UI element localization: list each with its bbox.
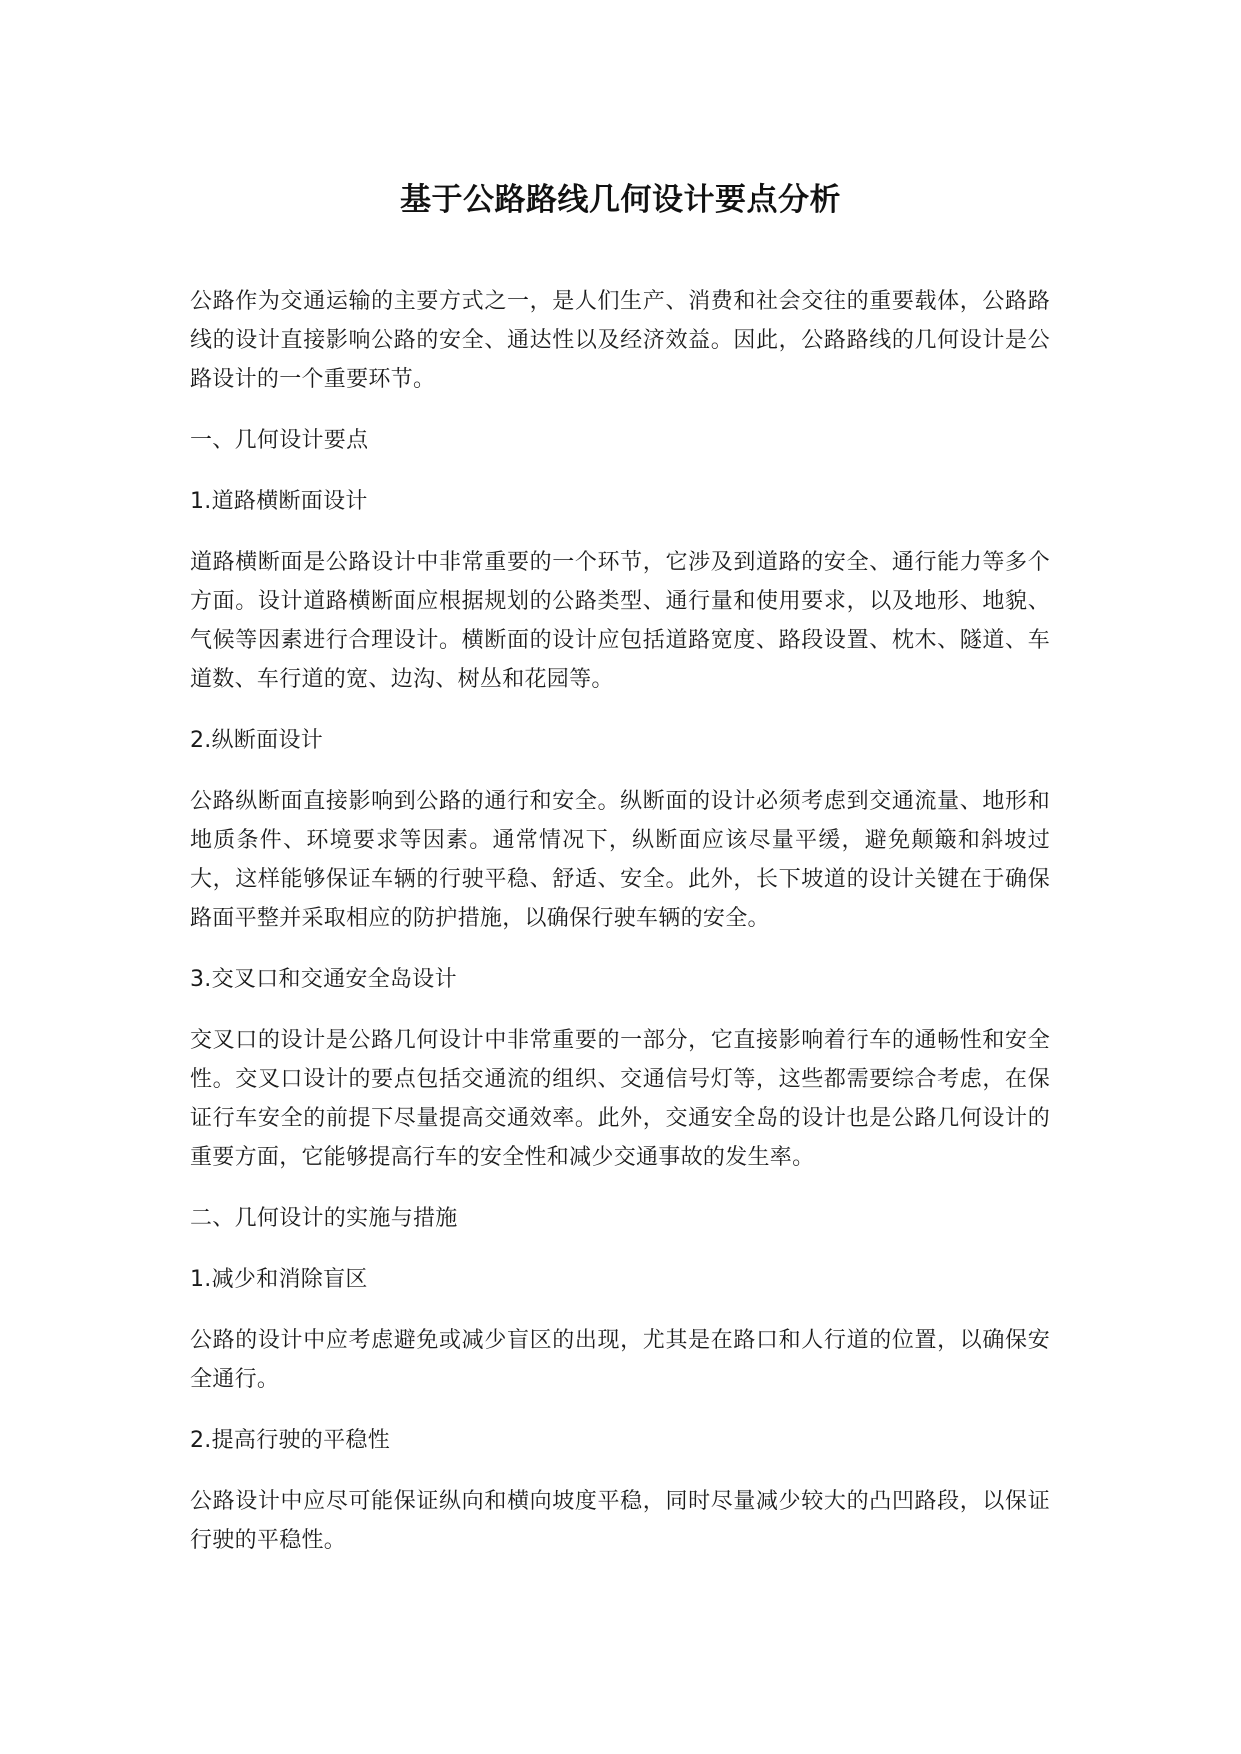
subsection-heading-2-2: 2.提高行驶的平稳性	[190, 1428, 390, 1453]
paragraph-blind-spots: 公路的设计中应考虑避免或减少盲区的出现，尤其是在路口和人行道的位置，以确保安全通行。	[190, 1328, 1050, 1392]
subsection-heading-1-2: 2.纵断面设计	[190, 728, 324, 753]
paragraph-longitudinal: 公路纵断面直接影响到公路的通行和安全。纵断面的设计必须考虑到交通流量、地形和地质条件、环境要求等因素。通常情况下，纵断面应该尽量平缓，避免颠簸和斜坡过大，这样能够保证车辆的行驶平稳、舒适、安全。此外，长下坡道的设计关键在于确保路面平整并采取相应的防护措施，以确保行驶车辆的安全。	[190, 789, 1050, 931]
document-title: 基于公路路线几何设计要点分析	[400, 182, 841, 218]
paragraph-intersection: 交叉口的设计是公路几何设计中非常重要的一部分，它直接影响着行车的通畅性和安全性。交叉口设计的要点包括交通流的组织、交通信号灯等，这些都需要综合考虑，在保证行车安全的前提下尽量提高交通效率。此外，交通安全岛的设计也是公路几何设计的重要方面，它能够提高行车的安全性和减少交通事故的发生率。	[190, 1028, 1050, 1170]
subsection-heading-1-3: 3.交叉口和交通安全岛设计	[190, 967, 457, 992]
section-heading-2: 二、几何设计的实施与措施	[190, 1206, 458, 1231]
intro-paragraph: 公路作为交通运输的主要方式之一，是人们生产、消费和社会交往的重要载体，公路路线的设计直接影响公路的安全、通达性以及经济效益。因此，公路路线的几何设计是公路设计的一个重要环节。	[190, 289, 1050, 392]
section-heading-1: 一、几何设计要点	[190, 428, 369, 453]
subsection-heading-1-1: 1.道路横断面设计	[190, 489, 368, 514]
document-body	[190, 282, 1050, 1582]
paragraph-cross-section: 道路横断面是公路设计中非常重要的一个环节，它涉及到道路的安全、通行能力等多个方面。设计道路横断面应根据规划的公路类型、通行量和使用要求，以及地形、地貌、气候等因素进行合理设计。横断面的设计应包括道路宽度、路段设置、枕木、隧道、车道数、车行道的宽、边沟、树丛和花园等。	[190, 550, 1050, 692]
paragraph-stability: 公路设计中应尽可能保证纵向和横向坡度平稳，同时尽量减少较大的凸凹路段，以保证行驶的平稳性。	[190, 1489, 1050, 1553]
subsection-heading-2-1: 1.减少和消除盲区	[190, 1267, 368, 1292]
